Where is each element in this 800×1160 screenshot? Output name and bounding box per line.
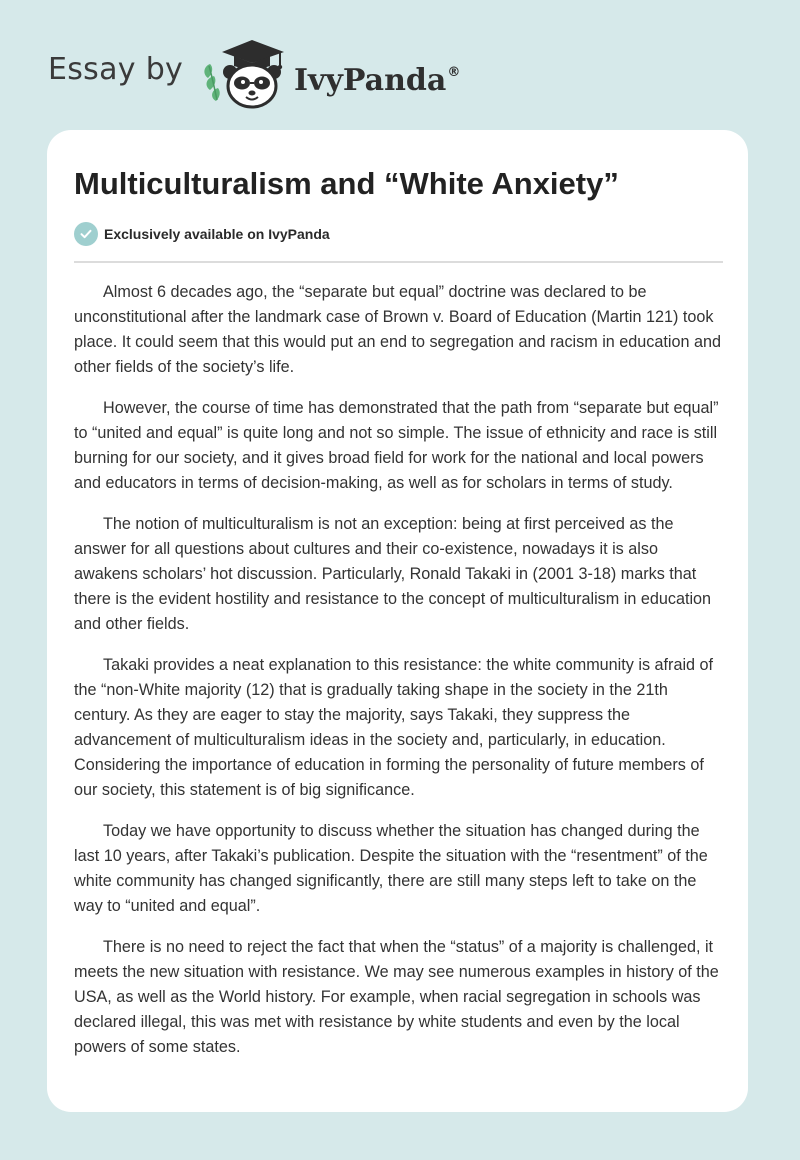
essay-body: [74, 280, 724, 1076]
ivy-leaf-icon: [204, 64, 219, 101]
registered-mark: ®: [447, 65, 461, 80]
page-title: Multiculturalism and “White Anxiety”: [74, 166, 619, 201]
paragraph-4: Takaki provides a neat explanation to this resistance: the white community is afraid of the “non-White majority (12) that is gradually taking shape in the society in the 21th century. As they are eager to stay the majority, says Takaki, they suppress the advancement of multiculturalism ideas in the society and, particularly, in education. Considering the importance of education in forming the personality of future members of our society, this statement is of big significance.: [74, 656, 714, 799]
divider: [74, 261, 723, 263]
check-icon: [74, 222, 98, 246]
ivypanda-logo-icon[interactable]: [200, 36, 292, 110]
site-header: [0, 0, 800, 130]
paragraph-2: However, the course of time has demonstrated that the path from “separate but equal” to “united and equal” is quite long and not so simple. The issue of ethnicity and race is still burning for our society, and it gives broad field for work for the national and local powers and educators in terms of decision-making, as well as for scholars in terms of study.: [74, 399, 719, 492]
paragraph-6: There is no need to reject the fact that when the “status” of a majority is challenged, it meets the new situation with resistance. We may see numerous examples in history of the USA, as well as the World history. For example, when racial segregation in schools was declared illegal, this was met with resistance by white students and even by the local powers of some states.: [74, 938, 719, 1056]
essay-card: [47, 130, 748, 1112]
brand-name[interactable]: [294, 53, 460, 101]
exclusive-badge: [74, 221, 330, 247]
brand-name-text: IvyPanda: [294, 63, 447, 98]
essay-by-label: Essay by: [48, 52, 184, 87]
exclusive-label: Exclusively available on IvyPanda: [104, 226, 330, 242]
paragraph-5: Today we have opportunity to discuss whether the situation has changed during the last 10 years, after Takaki’s publication. Despite the situation with the “resentment” of the white community has changed significantly, there are still many steps left to take on the way to “united and equal”.: [74, 822, 708, 915]
paragraph-1: Almost 6 decades ago, the “separate but equal” doctrine was declared to be unconstitutional after the landmark case of Brown v. Board of Education (Martin 121) took place. It could seem that this would put an end to segregation and racism in education and other fields of the society’s life.: [74, 283, 722, 376]
paragraph-3: The notion of multiculturalism is not an exception: being at first perceived as the answer for all questions about cultures and their co-existence, nowadays it is also awakens scholars’ hot discussion. Particularly, Ronald Takaki in (2001 3-18) marks that there is the evident hostility and resistance to the concept of multiculturalism in education and other fields.: [74, 515, 712, 633]
